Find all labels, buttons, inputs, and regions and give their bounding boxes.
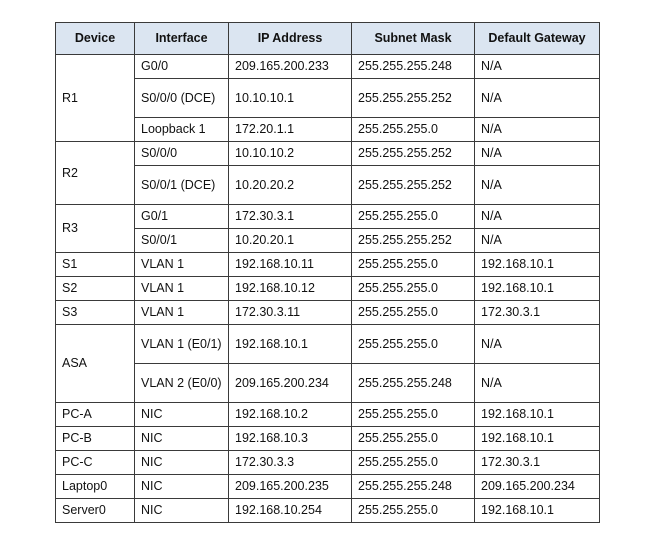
table-row: [56, 451, 600, 475]
table-row: [56, 55, 600, 79]
table-row: [56, 364, 600, 403]
subnet-mask-cell: 255.255.255.252: [352, 229, 475, 253]
default-gateway-cell: 192.168.10.1: [475, 427, 600, 451]
table-row: [56, 301, 600, 325]
subnet-mask-cell: 255.255.255.0: [352, 403, 475, 427]
header-row: [56, 23, 600, 55]
interface-cell: S0/0/0: [135, 142, 229, 166]
ip-address-cell: 172.30.3.1: [229, 205, 352, 229]
interface-cell: VLAN 1 (E0/1): [135, 325, 229, 364]
interface-cell: NIC: [135, 475, 229, 499]
ip-address-cell: 10.10.10.1: [229, 79, 352, 118]
device-cell: Server0: [56, 499, 135, 523]
ip-address-cell: 209.165.200.233: [229, 55, 352, 79]
interface-cell: S0/0/1 (DCE): [135, 166, 229, 205]
subnet-mask-cell: 255.255.255.248: [352, 475, 475, 499]
interface-cell: S0/0/0 (DCE): [135, 79, 229, 118]
interface-cell: S0/0/1: [135, 229, 229, 253]
subnet-mask-cell: 255.255.255.0: [352, 301, 475, 325]
header-interface: Interface: [135, 23, 229, 55]
table-row: [56, 253, 600, 277]
table-row: [56, 205, 600, 229]
header-device: Device: [56, 23, 135, 55]
ip-address-cell: 10.20.20.2: [229, 166, 352, 205]
device-cell: S1: [56, 253, 135, 277]
subnet-mask-cell: 255.255.255.248: [352, 55, 475, 79]
subnet-mask-cell: 255.255.255.0: [352, 118, 475, 142]
default-gateway-cell: N/A: [475, 142, 600, 166]
subnet-mask-cell: 255.255.255.252: [352, 79, 475, 118]
table-row: [56, 166, 600, 205]
table-row: [56, 79, 600, 118]
interface-cell: Loopback 1: [135, 118, 229, 142]
default-gateway-cell: 192.168.10.1: [475, 253, 600, 277]
interface-cell: VLAN 1: [135, 301, 229, 325]
table-row: [56, 229, 600, 253]
table-row: [56, 427, 600, 451]
interface-cell: NIC: [135, 451, 229, 475]
table-body: [56, 55, 600, 523]
subnet-mask-cell: 255.255.255.0: [352, 325, 475, 364]
table-row: [56, 475, 600, 499]
ip-address-cell: 10.20.20.1: [229, 229, 352, 253]
ip-address-cell: 192.168.10.11: [229, 253, 352, 277]
ip-address-cell: 10.10.10.2: [229, 142, 352, 166]
default-gateway-cell: N/A: [475, 364, 600, 403]
table-row: [56, 403, 600, 427]
interface-cell: NIC: [135, 403, 229, 427]
default-gateway-cell: N/A: [475, 79, 600, 118]
default-gateway-cell: 192.168.10.1: [475, 277, 600, 301]
ip-address-cell: 192.168.10.3: [229, 427, 352, 451]
device-cell: ASA: [56, 325, 135, 403]
default-gateway-cell: N/A: [475, 166, 600, 205]
default-gateway-cell: 172.30.3.1: [475, 301, 600, 325]
device-cell: R1: [56, 55, 135, 142]
subnet-mask-cell: 255.255.255.0: [352, 499, 475, 523]
subnet-mask-cell: 255.255.255.248: [352, 364, 475, 403]
default-gateway-cell: N/A: [475, 229, 600, 253]
header-ip-address: IP Address: [229, 23, 352, 55]
default-gateway-cell: N/A: [475, 118, 600, 142]
device-cell: Laptop0: [56, 475, 135, 499]
ip-address-cell: 192.168.10.1: [229, 325, 352, 364]
default-gateway-cell: 172.30.3.1: [475, 451, 600, 475]
default-gateway-cell: N/A: [475, 325, 600, 364]
ip-address-cell: 172.30.3.11: [229, 301, 352, 325]
device-cell: PC-C: [56, 451, 135, 475]
table-row: [56, 499, 600, 523]
subnet-mask-cell: 255.255.255.0: [352, 253, 475, 277]
default-gateway-cell: N/A: [475, 205, 600, 229]
ip-address-cell: 209.165.200.234: [229, 364, 352, 403]
ip-address-cell: 192.168.10.12: [229, 277, 352, 301]
device-cell: S2: [56, 277, 135, 301]
interface-cell: G0/0: [135, 55, 229, 79]
device-cell: R2: [56, 142, 135, 205]
subnet-mask-cell: 255.255.255.0: [352, 277, 475, 301]
addressing-table: [55, 22, 600, 523]
device-cell: PC-A: [56, 403, 135, 427]
interface-cell: NIC: [135, 427, 229, 451]
device-cell: R3: [56, 205, 135, 253]
ip-address-cell: 192.168.10.254: [229, 499, 352, 523]
subnet-mask-cell: 255.255.255.0: [352, 451, 475, 475]
default-gateway-cell: 192.168.10.1: [475, 403, 600, 427]
interface-cell: VLAN 1: [135, 277, 229, 301]
ip-address-cell: 172.20.1.1: [229, 118, 352, 142]
interface-cell: G0/1: [135, 205, 229, 229]
table-row: [56, 118, 600, 142]
ip-address-cell: 192.168.10.2: [229, 403, 352, 427]
interface-cell: VLAN 2 (E0/0): [135, 364, 229, 403]
header-default-gateway: Default Gateway: [475, 23, 600, 55]
ip-address-cell: 209.165.200.235: [229, 475, 352, 499]
device-cell: S3: [56, 301, 135, 325]
subnet-mask-cell: 255.255.255.0: [352, 427, 475, 451]
default-gateway-cell: 192.168.10.1: [475, 499, 600, 523]
subnet-mask-cell: 255.255.255.0: [352, 205, 475, 229]
default-gateway-cell: 209.165.200.234: [475, 475, 600, 499]
ip-address-cell: 172.30.3.3: [229, 451, 352, 475]
device-cell: PC-B: [56, 427, 135, 451]
interface-cell: NIC: [135, 499, 229, 523]
table-row: [56, 142, 600, 166]
table-row: [56, 325, 600, 364]
table-row: [56, 277, 600, 301]
subnet-mask-cell: 255.255.255.252: [352, 142, 475, 166]
header-subnet-mask: Subnet Mask: [352, 23, 475, 55]
interface-cell: VLAN 1: [135, 253, 229, 277]
default-gateway-cell: N/A: [475, 55, 600, 79]
subnet-mask-cell: 255.255.255.252: [352, 166, 475, 205]
